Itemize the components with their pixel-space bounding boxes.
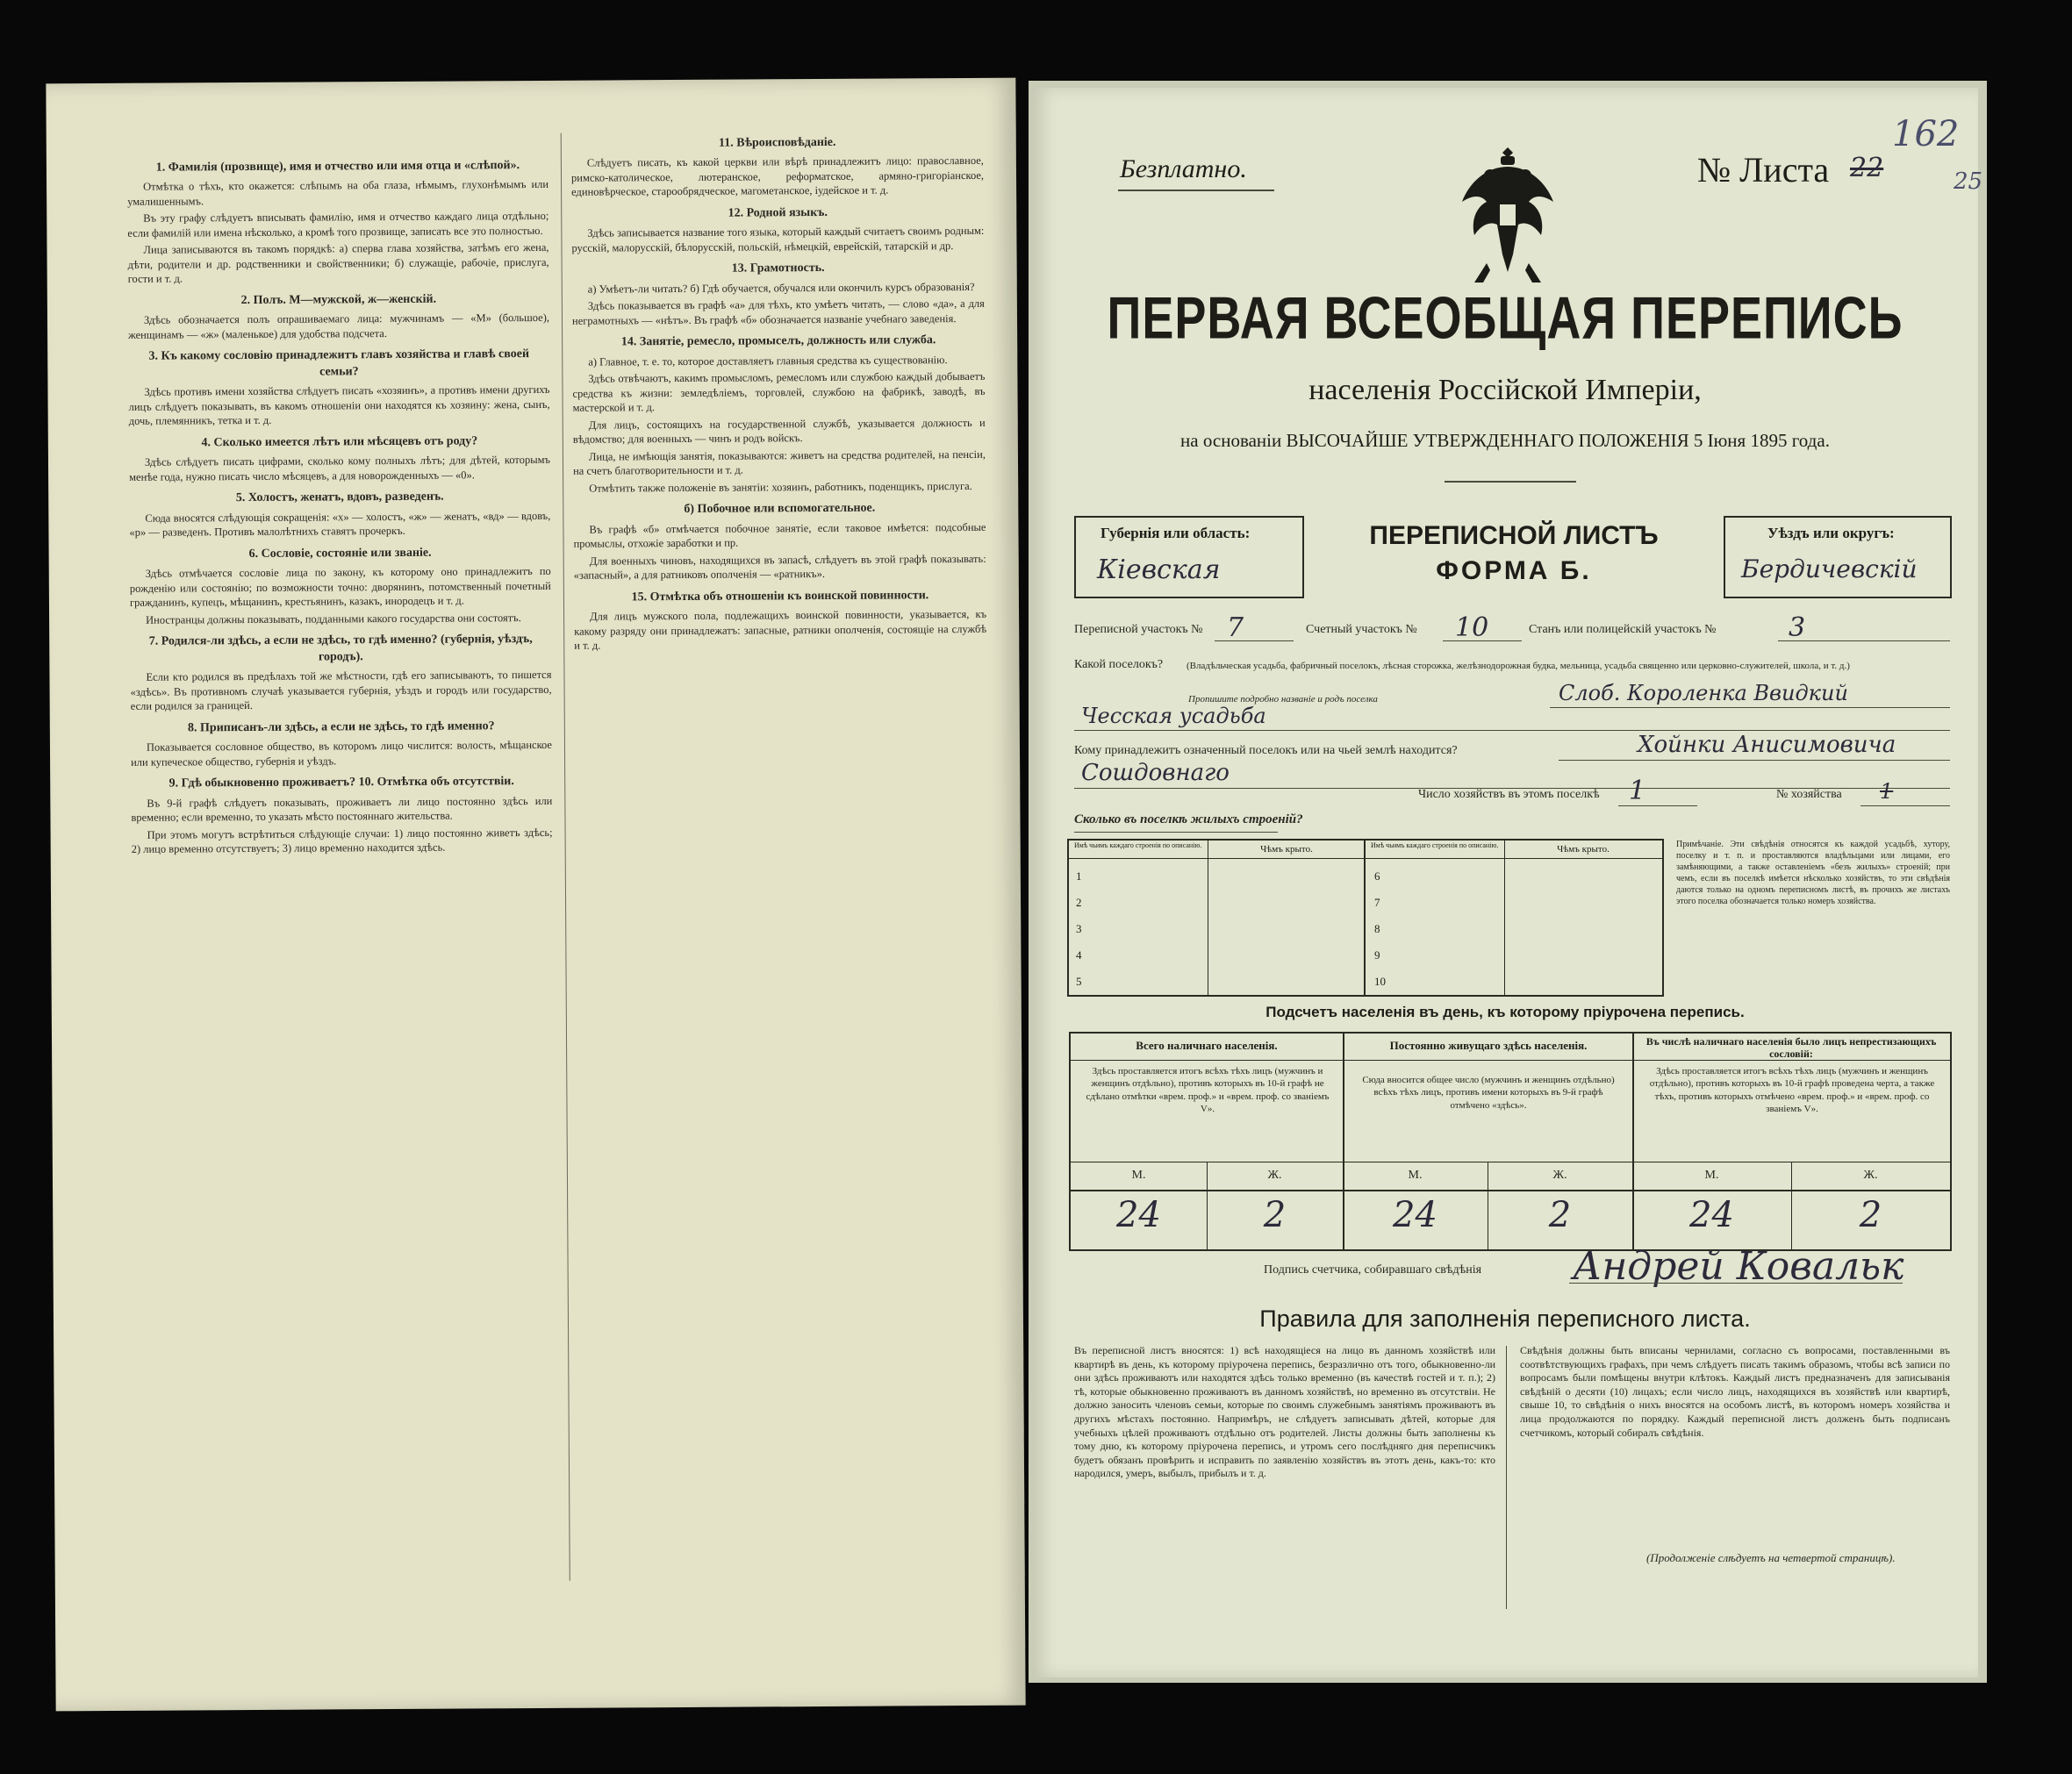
instruction-heading: 12. Родной языкъ. xyxy=(728,205,828,220)
count-area-line xyxy=(1443,640,1522,641)
buildings-table-head-line xyxy=(1069,858,1662,859)
household-number-label: № хозяйства xyxy=(1776,788,1842,801)
settlement-label: Какой поселокъ? xyxy=(1074,658,1164,671)
uezd-label: Уѣздъ или округъ: xyxy=(1767,525,1895,541)
settlement-line-2 xyxy=(1074,730,1950,731)
instruction-paragraph: а) Главное, т. е. то, которое доставляетъ главныя средства къ существованію. xyxy=(588,353,948,368)
sheet-title: ПЕРЕПИСНОЙ ЛИСТЪ xyxy=(1369,521,1659,550)
instruction-heading: 15. Отмѣтка объ отношеніи къ воинской повинности. xyxy=(631,589,929,604)
signature-label: Подпись счетчика, собиравшаго свѣдѣнія xyxy=(1264,1263,1482,1277)
permanent-female-value: 2 xyxy=(1548,1195,1572,1235)
instruction-heading: 5. Холостъ, женатъ, вдовъ, разведенъ. xyxy=(235,490,444,505)
buildings-rows-left xyxy=(1076,863,1082,995)
households-line xyxy=(1618,805,1697,806)
sex-label-m: М. xyxy=(1408,1169,1423,1182)
census-area-label: Переписной участокъ № xyxy=(1074,623,1203,636)
settlement-hint: (Владѣльческая усадьба, фабричный поселокъ, лѣсная сторожка, желѣзнодорожная будка, мельница, усадьба священно или церковно-служителей, школа, и т. д.) xyxy=(1187,661,1850,671)
row-number: 10 xyxy=(1374,975,1386,988)
owner-value-1: Хойнки Анисимовича xyxy=(1638,732,1896,758)
instruction-paragraph: Сюда вносятся слѣдующія сокращенія: «х» — холостъ, «ж» — женатъ, «вд» — вдовъ, «р» — разведенъ. Противъ малолѣтнихъ ставятъ прочеркъ. xyxy=(129,509,551,540)
buildings-table-col-line-2 xyxy=(1504,841,1505,995)
form-header-box xyxy=(1074,516,1952,598)
instruction-paragraph: Показывается сословное общество, въ которомъ лицо числится: волость, мѣщанское или купеческое общество, губернія и уѣздъ. xyxy=(131,739,553,769)
instruction-heading: 13. Грамотность. xyxy=(731,261,825,276)
buildings-head-a-right: Имѣ чьимъ каждаго строенія по описанію. xyxy=(1371,841,1499,849)
document-title: ПЕРВАЯ ВСЕОБЩАЯ ПЕРЕПИСЬ xyxy=(1107,285,1904,352)
instruction-paragraph: Для лицъ мужского пола, подлежащихъ воинской повинности, указывается, къ какому разряду они принадлежатъ: запасные, ратники ополченія, состоящіе на службѣ и т. д. xyxy=(574,608,987,653)
present-population-desc: Здѣсь проставляется итогъ всѣхъ тѣхъ лицъ (мужчинъ и женщинъ отдѣльно), противъ которыхъ въ 10-й графѣ не сдѣлано отмѣтки «врем. проф.» и «врем. проф. со званіемъ V». xyxy=(1086,1066,1330,1114)
households-label: Число хозяйствъ въ этомъ поселкѣ xyxy=(1418,788,1600,801)
settlement-hint-2: Пропишите подробно названіе и родъ поселка xyxy=(1188,694,1378,705)
instruction-paragraph: Здѣсь противъ имени хозяйства слѣдуетъ писать «хозяинъ», а противъ имени другихъ лицъ слѣдуетъ показывать, въ какомъ отношеніи они находятся къ хозяину: жена, сынъ, дочь, племянникъ, тетка и т. д. xyxy=(128,383,550,428)
sex-label-f: Ж. xyxy=(1552,1169,1567,1182)
instruction-paragraph: Отмѣтка о тѣхъ, кто окажется: слѣпымъ на оба глаза, нѣмымъ, глухонѣмымъ или умалишеннымъ. xyxy=(127,178,549,208)
instruction-paragraph: Лица, не имѣющія занятія, показываются: живетъ на средства родителей, на пенсіи, на счетъ благотворительности и т. д. xyxy=(573,447,986,478)
row-number: 1 xyxy=(1076,869,1082,883)
non-estate-population-head: Въ числѣ наличнаго населенія было лицъ непрестизающихъ сословій: xyxy=(1645,1035,1937,1061)
settlement-line-1 xyxy=(1550,707,1950,708)
non-estate-female-value: 2 xyxy=(1859,1195,1882,1235)
row-number: 3 xyxy=(1076,922,1082,935)
sex-label-m: М. xyxy=(1704,1169,1719,1182)
buildings-note: Примѣчаніе. Эти свѣдѣнія относятся къ каждой усадьбѣ, хутору, поселку и т. п. и проставляются владѣльцами или лицами, его замѣняющими, а также оставленіемъ «безъ жилыхъ» строеній; при чемъ, если въ поселкѣ имѣется нѣсколько хозяйствъ, то эти свѣдѣнія даются только на одномъ переписномъ листѣ, въ прочихъ же листахъ этого поселка обозначается только номеръ хозяйства. xyxy=(1676,840,1950,906)
instruction-paragraph: Здѣсь отмѣчается сословіе лица по закону, къ которому оно принадлежитъ по рожденію или состоянію; по возможности точно: дворянинъ, потомственный почетный гражданинъ, купецъ, мѣщанинъ, крестьянинъ, казакъ, инородецъ и т. д. xyxy=(129,565,551,610)
instruction-heading: 14. Занятіе, ремесло, промыселъ, должность или служба. xyxy=(620,333,936,349)
counter-signature: Андрей Ковальк xyxy=(1573,1244,1904,1289)
form-title: ФОРМА Б. xyxy=(1436,556,1592,585)
buildings-head-b-right: Чѣмъ крыто. xyxy=(1557,844,1610,855)
household-number-line xyxy=(1860,805,1950,806)
legal-basis: на основаніи ВЫСОЧАЙШЕ УТВЕРЖДЕННАГО ПОЛОЖЕНІЯ 5 Іюня 1895 года. xyxy=(1180,430,1830,451)
sex-label-m: М. xyxy=(1131,1169,1146,1182)
instruction-paragraph: Въ графѣ «б» отмѣчается побочное занятіе, если таковое имѣется: подсобные промыслы, отхожіе заработки и пр. xyxy=(573,520,986,551)
buildings-head-b-left: Чѣмъ крыто. xyxy=(1260,844,1313,855)
sex-label-f: Ж. xyxy=(1863,1169,1878,1182)
census-area-value: 7 xyxy=(1227,612,1244,643)
present-male-value: 24 xyxy=(1116,1195,1161,1235)
sheet-number-value: 22 xyxy=(1850,153,1884,183)
buildings-rows-right xyxy=(1374,863,1386,995)
instruction-heading: 2. Полъ. М—мужской, ж—женскій. xyxy=(240,292,437,308)
rules-divider xyxy=(1506,1346,1507,1609)
guberniya-value: Кіевская xyxy=(1097,554,1221,585)
rules-title: Правила для заполненія переписного листа. xyxy=(1259,1305,1751,1332)
row-number: 7 xyxy=(1374,896,1380,909)
instruction-paragraph: Здѣсь отвѣчаютъ, какимъ промысломъ, ремесломъ или службою каждый добываетъ средства къ жизни: земледѣліемъ, торговлей, службою на фабрикѣ, заводѣ, въ мастерской и т. д. xyxy=(572,370,986,415)
row-number: 5 xyxy=(1076,975,1082,988)
present-female-value: 2 xyxy=(1263,1195,1287,1235)
permanent-population-desc: Сюда вносится общее число (мужчинъ и женщинъ отдѣльно) всѣхъ тѣхъ лицъ, противъ имени которыхъ въ 9-й графѣ отмѣчено «здѣсь». xyxy=(1362,1075,1615,1111)
rules-continuation: (Продолженіе слѣдуетъ на четвертой страницѣ). xyxy=(1646,1551,1896,1564)
instruction-paragraph: Въ 9-й графѣ слѣдуетъ показывать, проживаетъ ли лицо постоянно здѣсь или временно; если временно, то указать мѣсто постояннаго жительства. xyxy=(131,794,553,824)
count-area-label: Счетный участокъ № xyxy=(1306,623,1417,636)
instruction-paragraph: Лица записываются въ такомъ порядкѣ: а) сперва глава хозяйства, затѣмъ его жена, дѣти, родители и др. родственники и свойственники; б) служащіе, рабочіе, прислуга, гости и т. д. xyxy=(127,241,549,286)
instruction-paragraph: Для военныхъ чиновъ, находящихся въ запасѣ, слѣдуетъ въ этой графѣ показывать: «запасный», а для ратниковъ ополченія — «ратникъ». xyxy=(573,552,986,583)
present-population-head: Всего наличнаго населенія. xyxy=(1136,1039,1278,1052)
row-number: 4 xyxy=(1076,948,1082,962)
owner-value-2: Сошдовнаго xyxy=(1081,760,1230,786)
instruction-paragraph: Здѣсь показывается въ графѣ «а» для тѣхъ, кто умѣетъ читать, — слово «да», а для неграмотныхъ — «нѣтъ». Въ графѣ «б» обозначается названіе учебнаго заведенія. xyxy=(571,297,985,327)
buildings-label: Сколько въ поселкѣ жилыхъ строеній? xyxy=(1074,812,1303,826)
left-page-instructions xyxy=(46,78,1025,1712)
instruction-paragraph: Иностранцы должны показывать, подданными какого государства они состоятъ. xyxy=(146,611,521,626)
instruction-paragraph: а) Умѣетъ-ли читать? б) Гдѣ обучается, обучался или окончилъ курсъ образованія? xyxy=(587,280,975,296)
signature-line xyxy=(1569,1283,1903,1284)
population-count-table xyxy=(1069,1032,1952,1251)
non-estate-population-desc: Здѣсь проставляется итогъ всѣхъ тѣхъ лицъ (мужчинъ и женщинъ отдѣльно), противъ которыхъ въ 10-й графѣ проведена черта, а также тѣхъ, противъ которыхъ отмѣчено «врем. проф.» и «врем. проф. со званіемъ V». xyxy=(1649,1066,1935,1114)
instruction-heading: 4. Сколько имеется лѣтъ или мѣсяцевъ отъ роду? xyxy=(201,434,478,450)
instruction-paragraph: Здѣсь обозначается полъ опрашиваемаго лица: мужчинамъ — «М» (большое), женщинамъ — «ж» (маленькое) для удобства подсчета. xyxy=(128,311,550,341)
column-divider xyxy=(561,133,570,1581)
stan-value: 3 xyxy=(1789,612,1806,643)
guberniya-label: Губернія или область: xyxy=(1101,525,1251,541)
households-value: 1 xyxy=(1629,776,1646,806)
buildings-line xyxy=(1074,832,1278,833)
permanent-male-value: 24 xyxy=(1393,1195,1437,1235)
instruction-heading: 8. Приписанъ-ли здѣсь, а если не здѣсь, то гдѣ именно? xyxy=(187,719,495,735)
pencil-page-number: 162 xyxy=(1892,114,1960,154)
instruction-heading: 7. Родился-ли здѣсь, а если не здѣсь, то гдѣ именно? (губернія, уѣздъ, городъ). xyxy=(148,633,533,664)
free-underline xyxy=(1118,190,1274,191)
buildings-table xyxy=(1067,839,1664,997)
count-area-value: 10 xyxy=(1455,612,1489,643)
settlement-value-2: Чесская усадьба xyxy=(1081,704,1266,728)
instruction-heading: б) Побочное или вспомогательное. xyxy=(684,502,876,517)
uezd-value: Бердичевскій xyxy=(1741,554,1918,583)
instruction-paragraph: Отмѣтить также положеніе въ занятіи: хозяинъ, работникъ, поденщикъ, прислуга. xyxy=(589,479,972,495)
count-table-sex-line xyxy=(1071,1190,1950,1191)
permanent-population-head: Постоянно живущаго здѣсь населенія. xyxy=(1389,1039,1588,1052)
instruction-heading: 9. Гдѣ обыкновенно проживаетъ? 10. Отмѣтка объ отсутствіи. xyxy=(168,775,514,790)
population-count-heading: Подсчетъ населенія въ день, къ которому пріурочена перепись. xyxy=(1265,1004,1745,1020)
sex-label-f: Ж. xyxy=(1267,1169,1282,1182)
instruction-paragraph: Если кто родился въ предѣлахъ той же мѣстности, гдѣ его записываютъ, то пишется «здѣсь». Въ противномъ случаѣ указывается губернія, уѣздъ и городъ или государство, если родился за границей. xyxy=(130,669,552,713)
stan-label: Станъ или полицейскій участокъ № xyxy=(1529,623,1717,636)
instruction-paragraph: Для лицъ, состоящихъ на государственной службѣ, указывается должность и вѣдомство; для военныхъ — чинъ и родъ войскъ. xyxy=(572,416,986,447)
instruction-paragraph: Слѣдуетъ писать, къ какой церкви или вѣрѣ принадлежитъ лицо: православное, римско-католическое, лютеранское, реформатское, армяно-григоріанское, единовѣрческое, старообрядческое, магометанское, іудейское и т. д. xyxy=(570,154,985,199)
instruction-heading: 1. Фамилія (прозвище), имя и отчество или имя отца и «слѣпой». xyxy=(155,159,520,175)
census-form-page xyxy=(1032,88,1983,1677)
owner-label: Кому принадлежитъ означенный поселокъ или на чьей землѣ находится? xyxy=(1074,744,1458,757)
settlement-value-1: Слоб. Короленка Ввидкий xyxy=(1559,681,1848,705)
title-separator xyxy=(1445,481,1576,483)
row-number: 2 xyxy=(1076,896,1082,909)
instruction-paragraph: При этомъ могутъ встрѣтиться слѣдующіе случаи: 1) лицо постоянно живетъ здѣсь; 2) лицо временно отсутствуетъ; 3) лицо временно находится здѣсь. xyxy=(131,826,553,855)
non-estate-male-value: 24 xyxy=(1689,1195,1734,1235)
instruction-heading: 3. Къ какому сословію принадлежитъ главъ хозяйства и главѣ своей семьи? xyxy=(148,347,530,379)
household-number-value: 1 xyxy=(1880,779,1894,804)
imperial-eagle-emblem xyxy=(1452,140,1564,290)
document-subtitle: населенія Россійской Имперіи, xyxy=(1308,374,1702,406)
instructions-column-1 xyxy=(127,151,553,860)
buildings-table-left xyxy=(1069,841,1366,995)
row-number: 9 xyxy=(1374,948,1380,962)
census-area-line xyxy=(1215,640,1294,641)
buildings-head-a-left: Имѣ чьимъ каждаго строенія по описанію. xyxy=(1074,841,1202,849)
rules-column-1: Въ переписной листъ вносятся: 1) всѣ находящіеся на лицо въ данномъ хозяйствѣ или квартирѣ въ день, къ которому пріурочена перепись, безразлично отъ того, обыкновенно-ли они здѣсь проживаютъ или находятся здѣсь только временно (въ качествѣ гостей и т. п.); 2) тѣ, которые обыкновенно проживаютъ въ данномъ хозяйствѣ, но временно въ отсутствіи. Не должно заносить членовъ семьи, которые по своимъ служебнымъ занятіямъ проживаютъ въ другихъ мѣстахъ постоянно. Напримѣръ, не слѣдуетъ записывать дѣтей, которые для учебныхъ цѣлей проживаютъ отдѣльно отъ родителей. Листы должны быть заполнены къ тому дню, къ которому пріурочена перепись, и утромъ сего послѣдняго дня переписчикъ будетъ обязанъ провѣрить и исправить по заявленію хозяйствъ въ этотъ день, какъ-то: кто народился, умеръ, выбылъ, прибылъ и т. д. xyxy=(1074,1344,1495,1480)
instruction-paragraph: Здѣсь записывается название того языка, который каждый считаетъ своимъ родным: русскій, малорусскій, бѣлорусскій, польскій, нѣмецкій, еврейскій, татарскій и др. xyxy=(571,225,985,254)
rules-column-2: Свѣдѣнія должны быть вписаны чернилами, согласно съ вопросами, поставленными въ соотвѣтствующихъ графахъ, при чемъ слѣдуетъ писать такимъ образомъ, чтобы всѣ записи по вопросамъ были помѣщены внутри клѣтокъ. Каждый листъ предназначенъ для записыванія свѣдѣній о десяти (10) лицахъ; если число лицъ, находящихся въ хозяйствѣ или квартирѣ, свыше 10, то свѣдѣнія о нихъ вносятся на особомъ листѣ, въ которомъ номеръ хозяйства и лица продолжаются по порядку. Каждый переписной листъ долженъ быть подписанъ счетчикомъ, который собиралъ свѣдѣнія. xyxy=(1520,1344,1950,1439)
stan-line xyxy=(1778,640,1950,641)
free-label: Безплатно. xyxy=(1120,154,1247,183)
row-number: 6 xyxy=(1374,869,1380,883)
instruction-heading: 11. Вѣроисповѣданіе. xyxy=(718,135,836,150)
instruction-paragraph: Здѣсь слѣдуетъ писать цифрами, сколько кому полныхъ лѣтъ; для дѣтей, которымъ менѣе года, нужно писать число мѣсяцевъ, а для новорожденныхъ — «0». xyxy=(129,454,551,483)
pencil-page-number-2: 25 xyxy=(1954,168,1983,195)
instructions-column-2 xyxy=(571,127,987,656)
owner-line-1 xyxy=(1559,760,1950,761)
sheet-number-label: № Листа xyxy=(1697,150,1830,190)
row-number: 8 xyxy=(1374,922,1380,935)
instruction-heading: 6. Сословіе, состояніе или званіе. xyxy=(248,546,432,561)
instruction-paragraph: Въ эту графу слѣдуетъ вписывать фамилію, имя и отчество каждаго лица отдѣльно; если фамилій или имена нѣсколько, а кромѣ того прозвище, записать все это полностью. xyxy=(127,210,549,240)
